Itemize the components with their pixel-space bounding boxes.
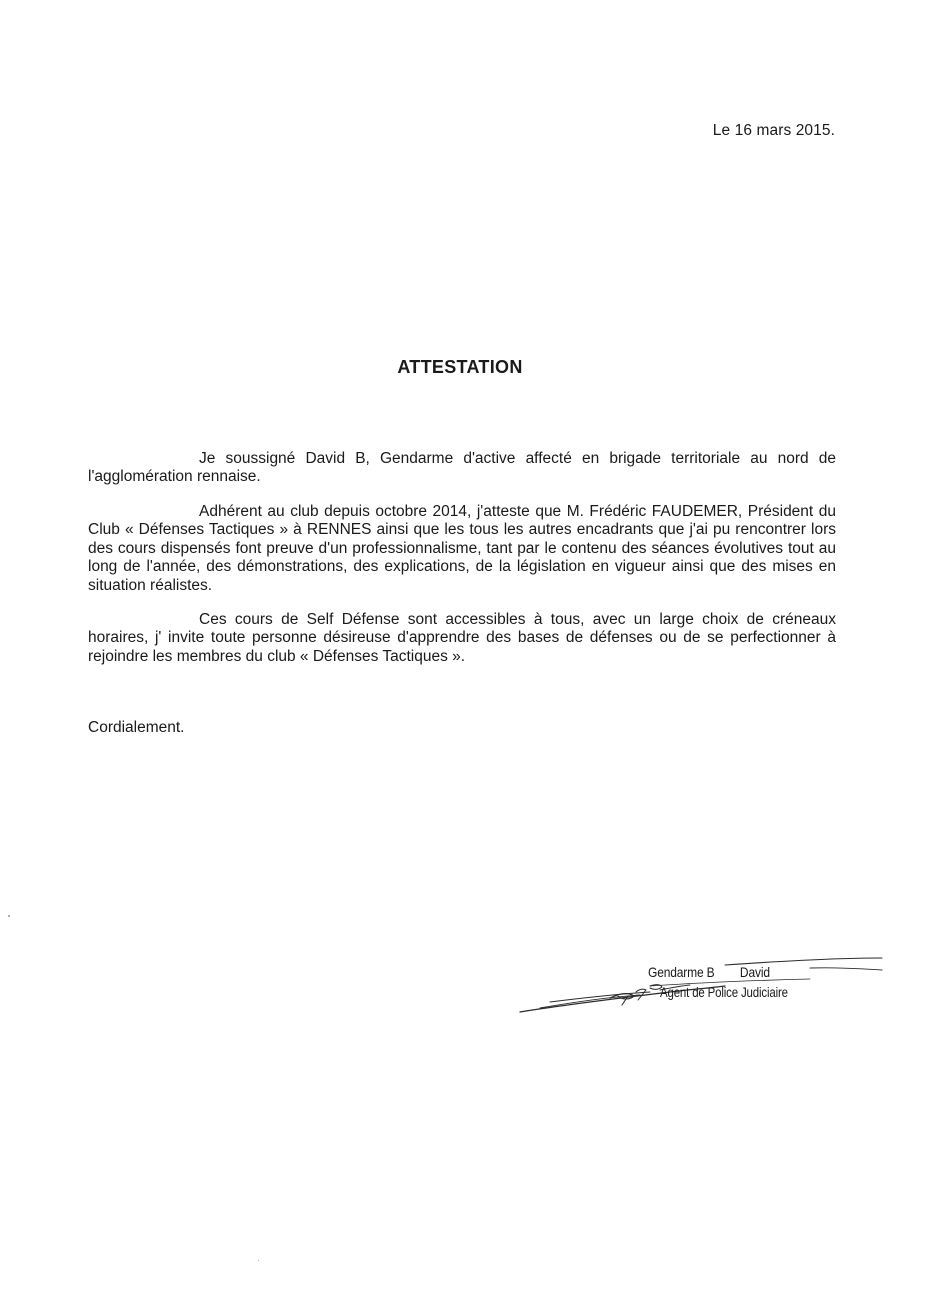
closing-text: Cordialement. <box>88 719 185 736</box>
scan-speck <box>8 915 10 917</box>
document-title: ATTESTATION <box>397 357 523 377</box>
paragraph-invitation: Ces cours de Self Défense sont accessibles à tous, avec un large choix de créneaux horaires, j' invite toute personne désireuse d'apprendre des bases de défenses ou de se perfectionner à rejoindre les membres du club « Défenses Tactiques ». <box>88 611 836 665</box>
scan-speck <box>258 1260 259 1261</box>
signature-name-line: Gendarme B David <box>648 964 770 980</box>
signature-role-line: Agent de Police Judiciaire <box>660 984 788 1000</box>
document-date: Le 16 mars 2015. <box>712 122 835 139</box>
paragraph-declaration: Je soussigné David B, Gendarme d'active affecté en brigade territoriale au nord de l'agglomération rennaise. <box>88 450 836 486</box>
paragraph-attestation: Adhérent au club depuis octobre 2014, j'atteste que M. Frédéric FAUDEMER, Président du Club « Défenses Tactiques » à RENNES ainsi que les tous les autres encadrants que j'ai pu rencontrer lors des cours dispensés font preuve d'un professionnalisme, tant par le contenu des séances évolutives tout au long de l'année, des démonstrations, des explications, de la législation en vigueur ainsi que des mises en situation réalistes. <box>88 503 836 594</box>
